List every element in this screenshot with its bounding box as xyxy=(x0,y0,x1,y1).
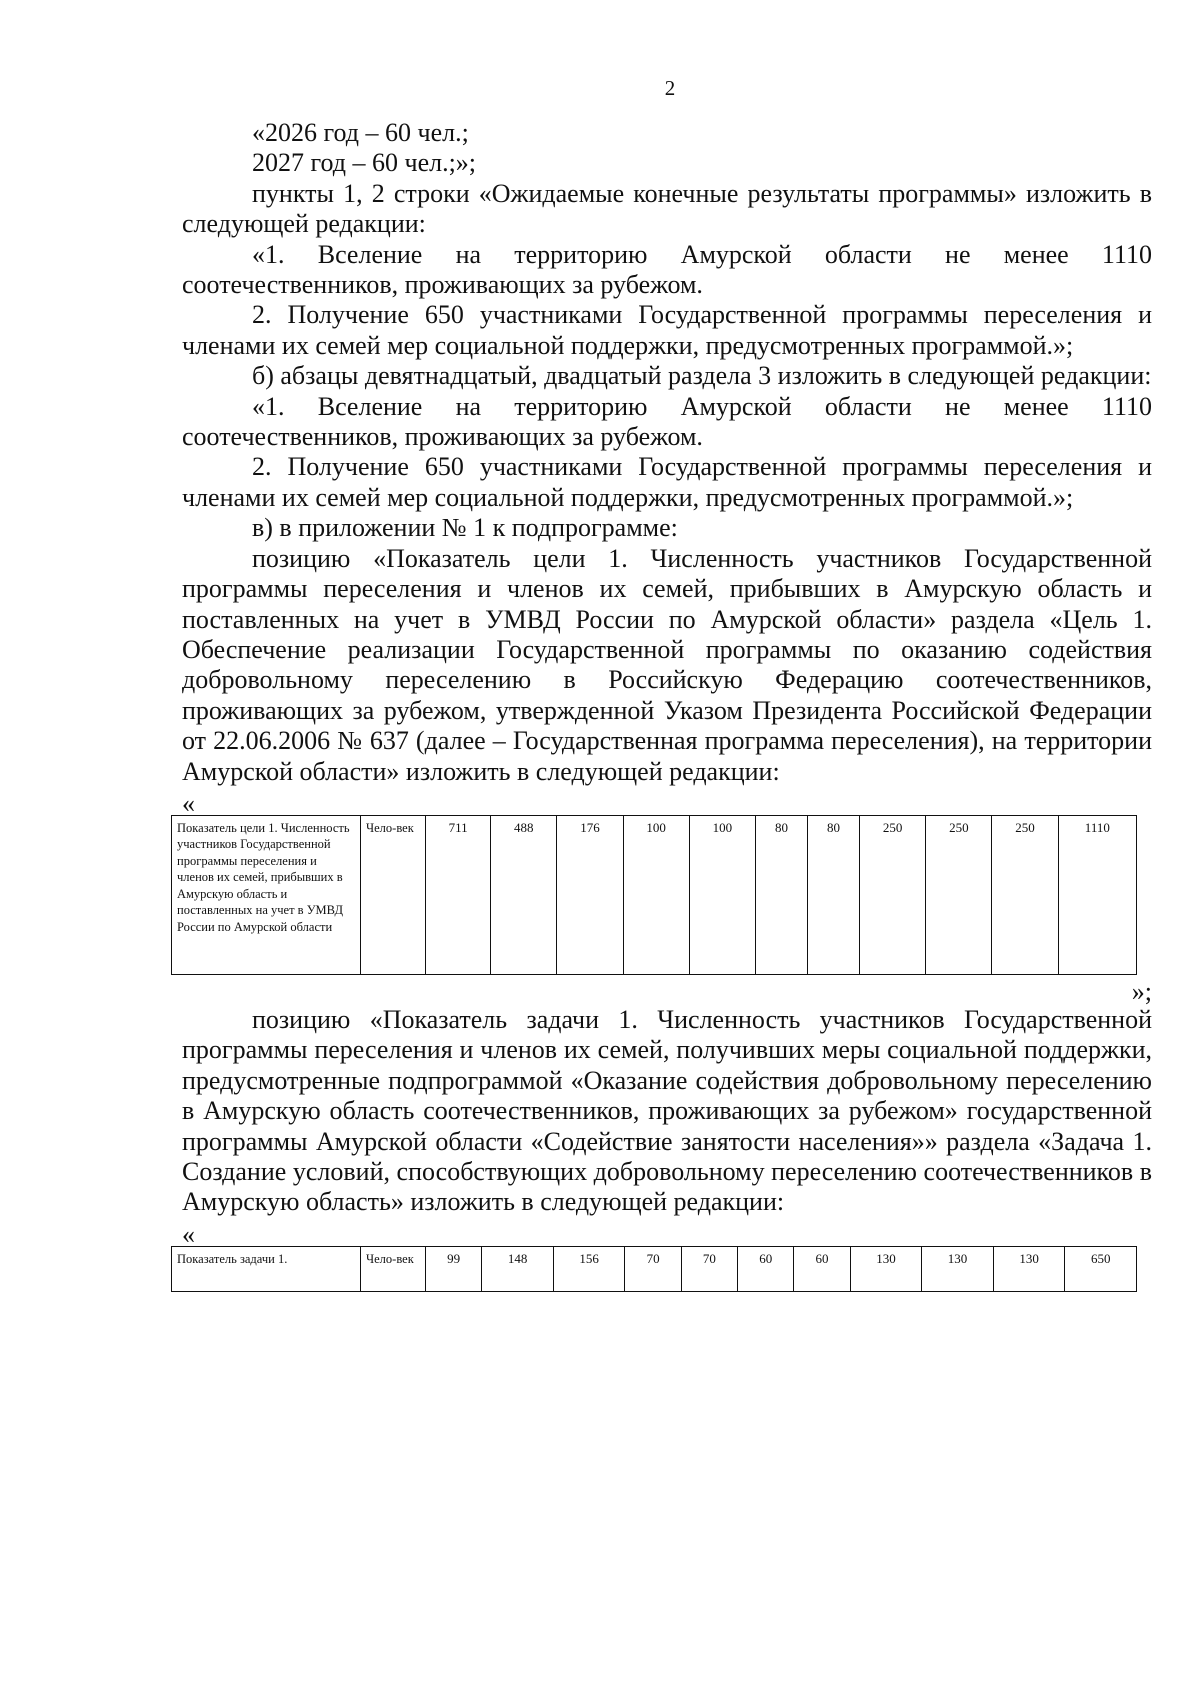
value-cell: 130 xyxy=(993,1246,1065,1291)
value-cell: 80 xyxy=(808,815,860,974)
paragraph: «1. Вселение на территорию Амурской области не менее 1110 соотечественников, проживающих за рубежом. xyxy=(182,239,1152,300)
value-cell: 130 xyxy=(922,1246,994,1291)
table-row xyxy=(172,815,1137,974)
value-cell: 70 xyxy=(681,1246,737,1291)
value-cell: 156 xyxy=(553,1246,625,1291)
indicator-label: Показатель задачи 1. xyxy=(172,1246,361,1291)
value-cell: 60 xyxy=(738,1246,794,1291)
unit-cell: Чело-век xyxy=(361,1246,426,1291)
table-row xyxy=(172,1246,1137,1291)
paragraph: 2. Получение 650 участниками Государственной программы переселения и членами их семей мер социальной поддержки, предусмотренных программой.»; xyxy=(182,452,1152,512)
value-cell: 99 xyxy=(426,1246,482,1291)
paragraph: б) абзацы девятнадцатый, двадцатый раздела 3 изложить в следующей редакции: xyxy=(252,361,1152,391)
value-cell: 80 xyxy=(755,815,807,974)
value-cell: 70 xyxy=(625,1246,681,1291)
close-quote: »; xyxy=(1131,976,1152,1006)
value-cell: 100 xyxy=(689,815,755,974)
value-cell: 148 xyxy=(482,1246,554,1291)
value-cell: 250 xyxy=(860,815,926,974)
value-cell: 250 xyxy=(992,815,1058,974)
text-line: 2027 год – 60 чел.;»; xyxy=(252,148,477,178)
value-cell: 650 xyxy=(1065,1246,1137,1291)
value-cell: 100 xyxy=(623,815,689,974)
value-cell: 60 xyxy=(794,1246,850,1291)
paragraph: 2. Получение 650 участниками Государственной программы переселения и членами их семей мер социальной поддержки, предусмотренных программой.»; xyxy=(182,300,1152,360)
value-cell: 130 xyxy=(850,1246,922,1291)
value-cell: 1110 xyxy=(1058,815,1136,974)
text-line: «2026 год – 60 чел.; xyxy=(252,118,469,147)
value-cell: 176 xyxy=(557,815,623,974)
open-quote: « xyxy=(182,1219,195,1249)
paragraph: позицию «Показатель задачи 1. Численность участников Государственной программы переселения и членов их семей, получивших меры социальной поддержки, предусмотренные подпрограммой «Оказание содействия добровольному переселению в Амурскую область соотечественников, проживающих за рубежом» государственной программы Амурской области «Содействие занятости населения»» раздела «Задача 1. Создание условий, способствующих добровольному переселению соотечественников в Амурскую область» изложить в следующей редакции: xyxy=(182,1004,1152,1217)
unit-cell: Чело-век xyxy=(361,815,426,974)
paragraph: «1. Вселение на территорию Амурской области не менее 1110 соотечественников, проживающих за рубежом. xyxy=(182,391,1152,452)
paragraph: позицию «Показатель цели 1. Численность участников Государственной программы переселения и членов их семей, прибывших в Амурскую область и поставленных на учет в УМВД России по Амурской области» раздела «Цель 1. Обеспечение реализации Государственной программы по оказанию содействия добровольному переселению в Российскую Федерацию соотечественников, проживающих за рубежом, утвержденной Указом Президента Российской Федерации от 22.06.2006 № 637 (далее – Государственная программа переселения), на территории Амурской области» изложить в следующей редакции: xyxy=(182,543,1152,786)
value-cell: 250 xyxy=(926,815,992,974)
open-quote: « xyxy=(182,788,195,818)
page-number: 2 xyxy=(664,76,676,100)
paragraph: пункты 1, 2 строки «Ожидаемые конечные результаты программы» изложить в следующей редакции: xyxy=(182,178,1152,239)
document-body xyxy=(177,118,1152,1292)
value-cell: 711 xyxy=(426,815,491,974)
paragraph: в) в приложении № 1 к подпрограмме: xyxy=(252,513,678,543)
task-indicator-table xyxy=(171,1246,1137,1292)
indicator-label: Показатель цели 1. Численность участников Государственной программы переселения и членов их семей, прибывших в Амурскую область и поставленных на учет в УМВД России по Амурской области xyxy=(172,815,361,974)
value-cell: 488 xyxy=(491,815,557,974)
goal-indicator-table xyxy=(171,815,1137,975)
